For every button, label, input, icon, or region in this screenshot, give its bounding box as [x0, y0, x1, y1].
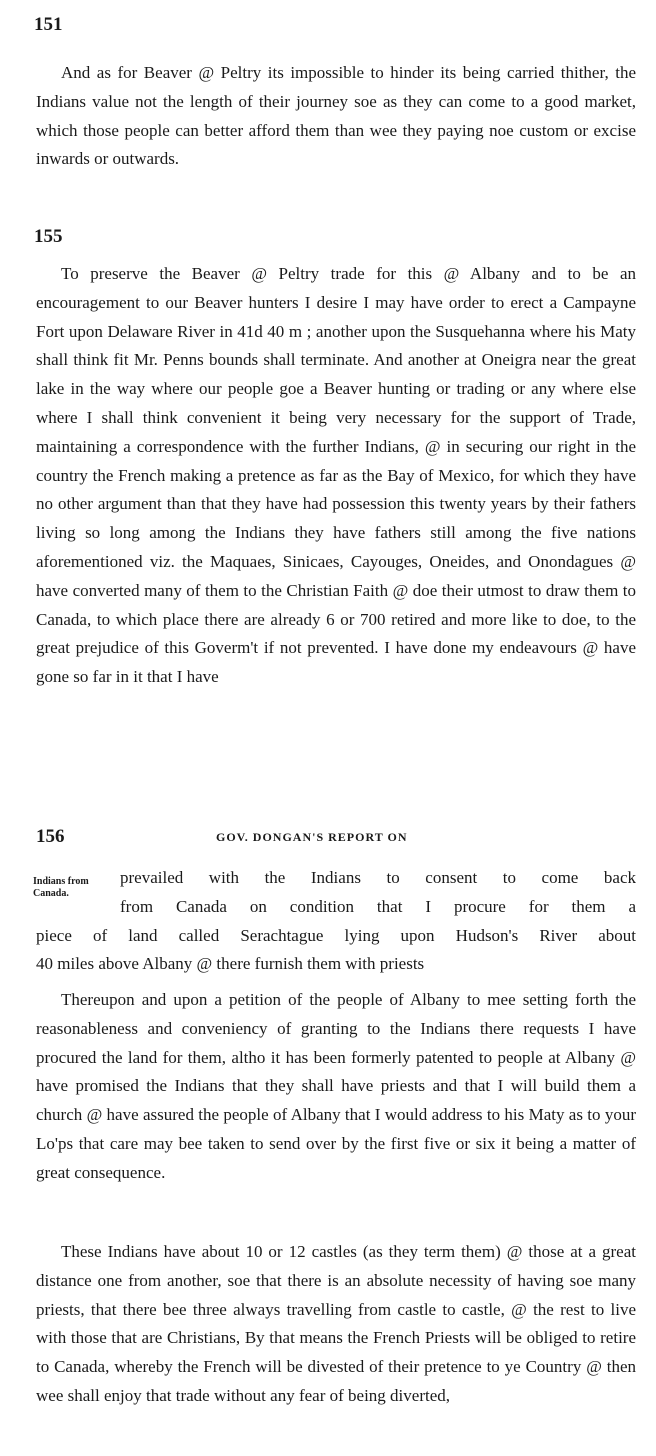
text-line: 40 miles above Albany @ there furnish them with priests	[36, 954, 425, 974]
side-note-line: Canada.	[33, 888, 69, 899]
running-head-title: GOV. DONGAN'S REPORT ON	[216, 830, 408, 844]
paragraph-castles: These Indians have about 10 or 12 castles (as they term them) @ those at a great distance one from another, soe that there is an absolute necessity of having soe many priests, that there bee three always travelling from castle to castle, @ the rest to live with those that are Christians, By that means the French Priests will be obliged to retire to Canada, whereby the French will be divested of their pretence to ye Country @ then wee shall enjoy that trade without any fear of being diverted,	[36, 1242, 636, 1405]
page-number-156: 156	[36, 826, 65, 847]
side-note-line: Indians from	[33, 876, 89, 887]
text-line: prevailed with the Indians to consent to come back	[120, 868, 636, 887]
paragraph-prevailed	[36, 864, 636, 979]
paragraph-thereupon: Thereupon and upon a petition of the people of Albany to mee setting forth the reasonableness and conveniency of granting to the Indians there requests I have procured the land for them, altho it has been formerly patented to people at Albany @ have promised the Indians that they shall have priests and that I will build them a church @ have assured the people of Albany that I would address to his Maty as to your Lo'ps that care may bee taken to send over by the first five or six it being a matter of great consequence.	[36, 990, 636, 1182]
page-number-151: 151	[34, 14, 63, 35]
page-number-155: 155	[34, 226, 63, 247]
paragraph-beaver-peltry: And as for Beaver @ Peltry its impossible to hinder its being carried thither, the Indians value not the length of their journey soe as they can come to a good market, which those people can better afford them than wee they paying noe custom or excise inwards or outwards.	[36, 63, 636, 169]
paragraph-preserve-trade: To preserve the Beaver @ Peltry trade for this @ Albany and to be an encouragement to our Beaver hunters I desire I may have order to erect a Campayne Fort upon Delaware River in 41d 40 m ; another upon the Susquehanna where his Maty shall think fit Mr. Penns bounds shall terminate. And another at Oneigra near the great lake in the way where our people goe a Beaver hunting or trading or any where else where I shall think convenient it being very necessary for the support of Trade, maintaining a correspondence with the further Indians, @ in securing our right in the country the French making a pretence as far as the Bay of Mexico, for which they have no other argument than that they have had possession this twenty years by their fathers living so long among the Indians they have fathers still among the five nations aforementioned viz. the Maquaes, Sinicaes, Cayouges, Oneides, and Onondagues @ have converted many of them to the Christian Faith @ doe their utmost to draw them to Canada, to which place there are already 6 or 700 retired and more like to doe, to the great prejudice of this Goverm't if not prevented. I have done my endeavours @ have gone so far in it that I have	[36, 264, 636, 687]
text-line: piece of land called Serachtague lying upon Hudson's River about	[36, 925, 636, 945]
text-line: from Canada on condition that I procure for them a	[120, 896, 636, 916]
running-head	[36, 826, 636, 852]
